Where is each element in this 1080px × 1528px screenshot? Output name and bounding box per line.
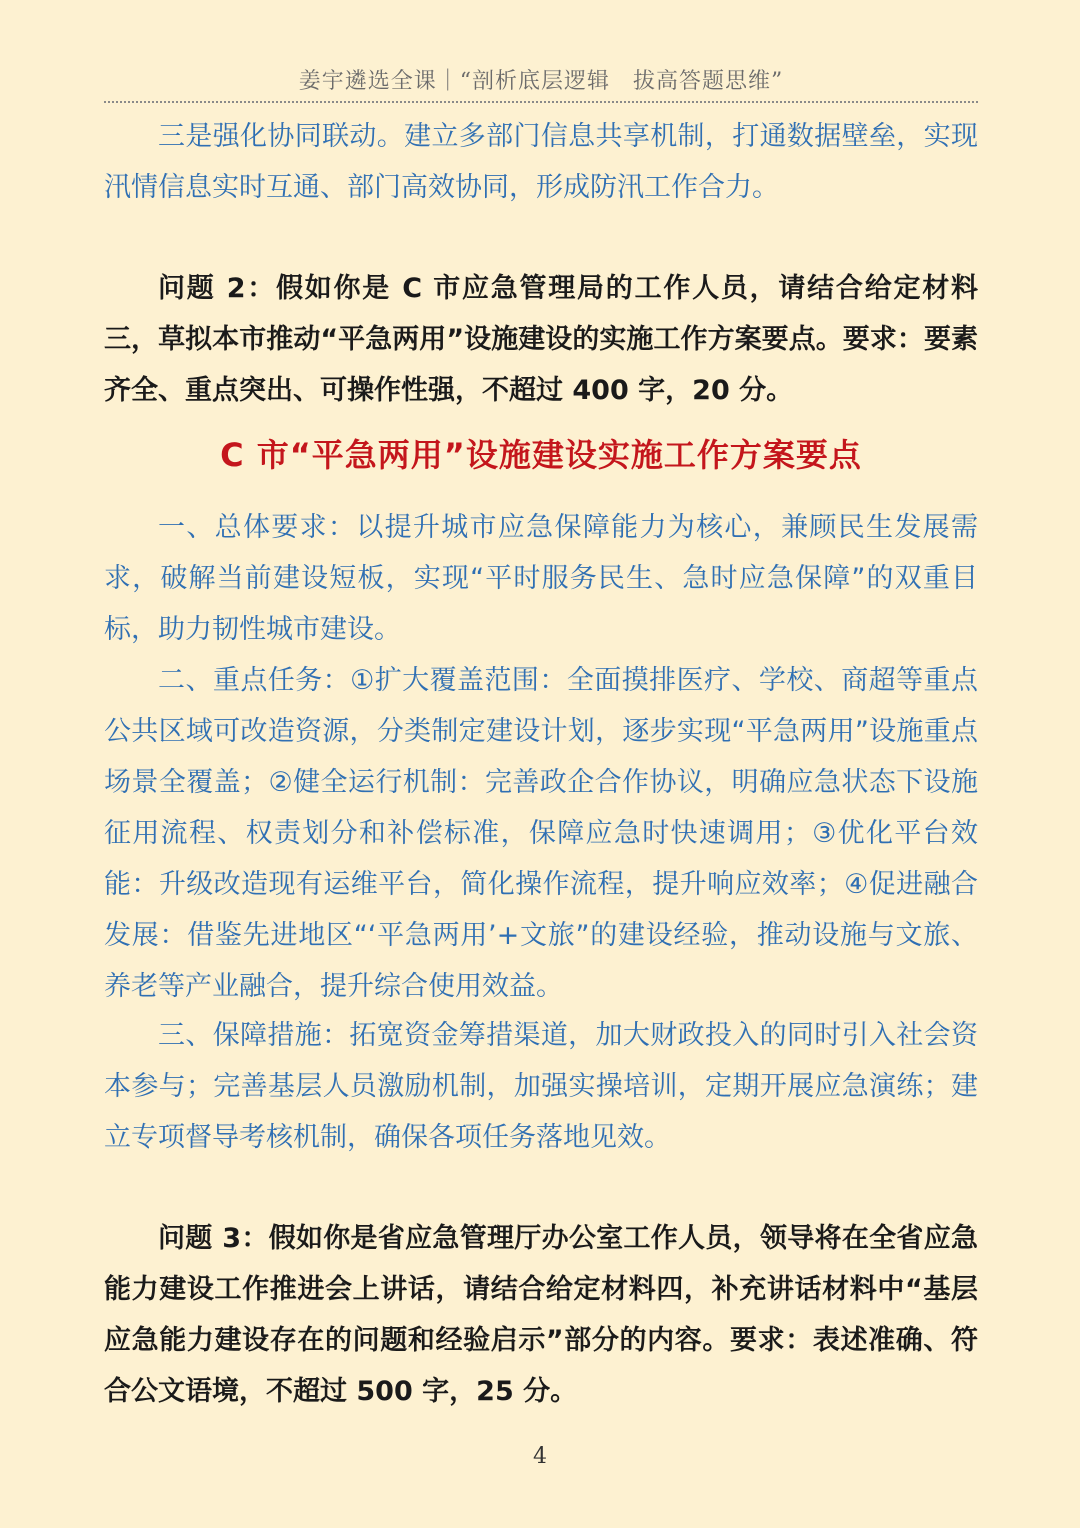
answer-title: C 市“平急两用”设施建设实施工作方案要点	[220, 436, 862, 474]
question-2: 问题 2：假如你是 C 市应急管理局的工作人员，请结合给定材料三，草拟本市推动“平急两用”设施建设的实施工作方案要点。要求：要素齐全、重点突出、可操作性强，不超过 400 字，20 分。	[104, 273, 978, 406]
answer-safeguard-measures: 三、保障措施：拓宽资金筹措渠道，加大财政投入的同时引入社会资本参与；完善基层人员激励机制，加强实操培训，定期开展应急演练；建立专项督导考核机制，确保各项任务落地见效。	[104, 1020, 978, 1153]
answer-overall-requirements: 一、总体要求：以提升城市应急保障能力为核心，兼顾民生发展需求，破解当前建设短板，实现“平时服务民生、急时应急保障”的双重目标，助力韧性城市建设。	[104, 512, 978, 645]
header-divider	[104, 101, 978, 103]
paragraph-coordination: 三是强化协同联动。建立多部门信息共享机制，打通数据壁垒，实现汛情信息实时互通、部门高效协同，形成防汛工作合力。	[104, 121, 978, 203]
page-header: 姜宇遴选全课｜“剖析底层逻辑 拔高答题思维”	[298, 69, 784, 94]
answer-key-tasks: 二、重点任务：①扩大覆盖范围：全面摸排医疗、学校、商超等重点公共区域可改造资源，分类制定建设计划，逐步实现“平急两用”设施重点场景全覆盖；②健全运行机制：完善政企合作协议，明确应急状态下设施征用流程、权责划分和补偿标准，保障应急时快速调用；③优化平台效能：升级改造现有运维平台，简化操作流程，提升响应效率；④促进融合发展：借鉴先进地区“‘平急两用’+文旅”的建设经验，推动设施与文旅、养老等产业融合，提升综合使用效益。	[104, 665, 978, 1002]
page-number: 4	[533, 1444, 547, 1469]
question-3: 问题 3：假如你是省应急管理厅办公室工作人员，领导将在全省应急能力建设工作推进会上讲话，请结合给定材料四，补充讲话材料中“基层应急能力建设存在的问题和经验启示”部分的内容。要求：表述准确、符合公文语境，不超过 500 字，25 分。	[104, 1223, 978, 1407]
